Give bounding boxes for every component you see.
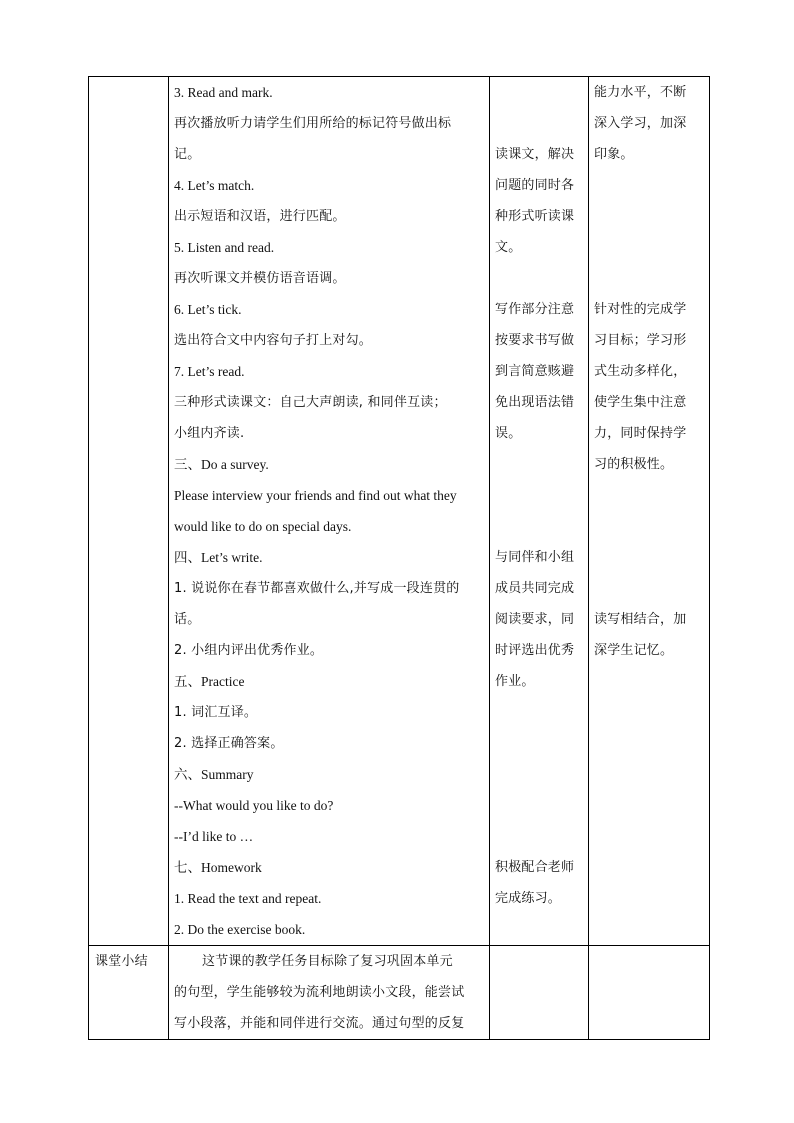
activity-line: 种形式听读课 xyxy=(495,209,575,224)
intent-line: 能力水平，不断 xyxy=(594,85,687,100)
summary-label: 课堂小结 xyxy=(95,954,148,969)
activity-line: 误。 xyxy=(495,426,522,441)
intent-line: 使学生集中注意 xyxy=(594,395,687,410)
procedure-line: 话。 xyxy=(174,612,201,627)
activity-line: 完成练习。 xyxy=(495,891,562,906)
summary-label-cell xyxy=(89,946,169,1040)
empty-cell xyxy=(589,946,710,1040)
intent-line: 习目标；学习形 xyxy=(594,333,687,348)
procedure-line: 记。 xyxy=(174,147,201,162)
procedure-line: 2. 小组内评出优秀作业。 xyxy=(174,643,324,658)
activity-line: 阅读要求，同 xyxy=(495,612,575,627)
summary-line: 这节课的教学任务目标除了复习巩固本单元 xyxy=(202,954,453,969)
procedure-line: 六、Summary xyxy=(174,767,254,782)
intent-line: 深入学习，加深 xyxy=(594,116,687,131)
activity-line: 时评选出优秀 xyxy=(495,643,575,658)
activity-line: 写作部分注意 xyxy=(495,302,575,317)
procedure-line: 3. Read and mark. xyxy=(174,85,273,100)
intent-line: 深学生记忆。 xyxy=(594,643,674,658)
procedure-line: would like to do on special days. xyxy=(174,519,352,534)
procedure-cell xyxy=(169,77,490,946)
procedure-line: 7. Let’s read. xyxy=(174,364,245,379)
activity-line: 成员共同完成 xyxy=(495,581,575,596)
summary-line: 写小段落，并能和同伴进行交流。通过句型的反复 xyxy=(174,1016,465,1031)
lesson-plan-table xyxy=(88,76,710,1040)
procedure-line: 1. 词汇互译。 xyxy=(174,705,258,720)
intent-line: 印象。 xyxy=(594,147,634,162)
design-intent-cell xyxy=(589,77,710,946)
activity-line: 读课文，解决 xyxy=(495,147,575,162)
activity-line: 按要求书写做 xyxy=(495,333,575,348)
intent-line: 习的积极性。 xyxy=(594,457,674,472)
procedure-line: 再次播放听力请学生们用所给的标记符号做出标 xyxy=(174,116,452,131)
procedure-line: 6. Let’s tick. xyxy=(174,302,242,317)
empty-label-cell xyxy=(89,77,169,946)
procedure-line: 三种形式读课文：自己大声朗读, 和同伴互读； xyxy=(174,395,447,410)
procedure-line: 1. Read the text and repeat. xyxy=(174,891,322,906)
activity-line: 积极配合老师 xyxy=(495,860,575,875)
activity-line: 免出现语法错 xyxy=(495,395,575,410)
procedure-line: 1. 说说你在春节都喜欢做什么,并写成一段连贯的 xyxy=(174,581,460,596)
procedure-line: 四、Let’s write. xyxy=(174,550,263,565)
procedure-line: 4. Let’s match. xyxy=(174,178,255,193)
summary-line: 的句型，学生能够较为流利地朗读小文段，能尝试 xyxy=(174,985,465,1000)
summary-row xyxy=(89,946,710,1040)
procedure-row xyxy=(89,77,710,946)
procedure-line: 再次听课文并模仿语音语调。 xyxy=(174,271,346,286)
procedure-line: 七、Homework xyxy=(174,860,262,875)
activity-line: 文。 xyxy=(495,240,522,255)
procedure-line: --What would you like to do? xyxy=(174,798,334,813)
intent-line: 力，同时保持学 xyxy=(594,426,687,441)
activity-line: 作业。 xyxy=(495,674,535,689)
summary-text-cell xyxy=(169,946,490,1040)
activity-line: 到言简意赅避 xyxy=(495,364,575,379)
procedure-line: 小组内齐读. xyxy=(174,426,245,441)
procedure-line: 2. 选择正确答案。 xyxy=(174,736,284,751)
procedure-line: 5. Listen and read. xyxy=(174,240,275,255)
empty-cell xyxy=(490,946,589,1040)
student-activity-cell xyxy=(490,77,589,946)
procedure-line: 选出符合文中内容句子打上对勾。 xyxy=(174,333,373,348)
procedure-line: 2. Do the exercise book. xyxy=(174,922,306,937)
intent-line: 式生动多样化， xyxy=(594,364,687,379)
activity-line: 与同伴和小组 xyxy=(495,550,575,565)
intent-line: 针对性的完成学 xyxy=(594,302,687,317)
intent-line: 读写相结合，加 xyxy=(594,612,687,627)
procedure-line: 五、Practice xyxy=(174,674,245,689)
procedure-line: --I’d like to … xyxy=(174,829,254,844)
procedure-line: 三、Do a survey. xyxy=(174,457,269,472)
procedure-line: Please interview your friends and find out what they xyxy=(174,488,457,503)
activity-line: 问题的同时各 xyxy=(495,178,575,193)
procedure-line: 出示短语和汉语，进行匹配。 xyxy=(174,209,346,224)
